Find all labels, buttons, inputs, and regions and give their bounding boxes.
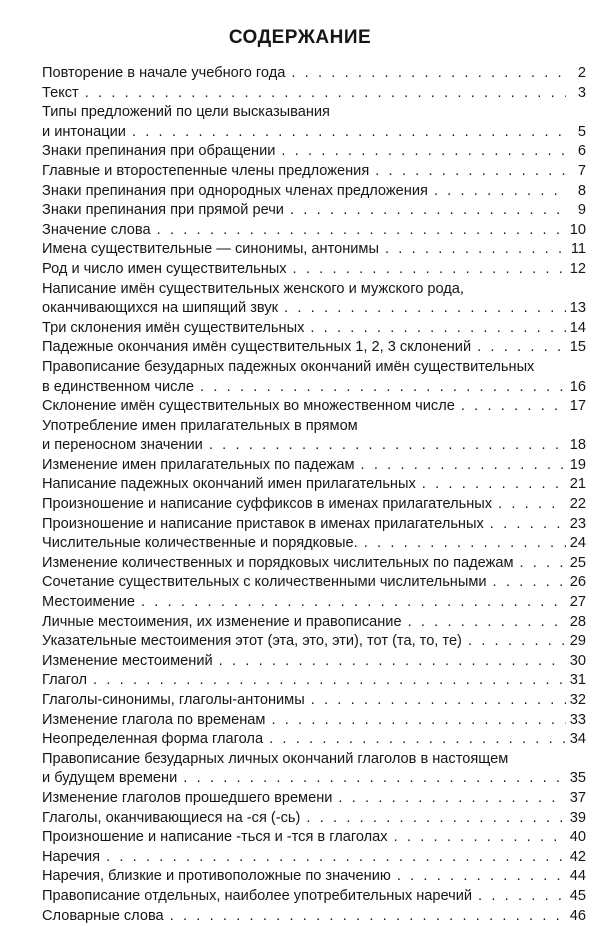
toc-entry[interactable] — [42, 103, 586, 142]
toc-entry-line — [42, 182, 586, 202]
dot-leader — [355, 456, 566, 476]
dot-leader — [135, 593, 566, 613]
page-number: 29 — [569, 633, 586, 650]
toc-entry[interactable] — [42, 260, 586, 280]
dot-leader — [194, 378, 566, 398]
toc-entry[interactable] — [42, 848, 586, 868]
toc-entry[interactable] — [42, 711, 586, 731]
toc-entry-line — [42, 515, 586, 535]
toc-entry[interactable] — [42, 809, 586, 829]
page-number: 19 — [569, 456, 586, 473]
dot-leader — [471, 338, 566, 358]
toc-entry-text: оканчивающихся на шипящий звук — [42, 300, 279, 317]
toc-entry-text: Знаки препинания при обращении — [42, 143, 276, 160]
toc-entry-line — [42, 260, 586, 280]
toc-entry[interactable] — [42, 201, 586, 221]
toc-entry-line — [42, 456, 586, 476]
page-number: 21 — [569, 476, 586, 493]
dot-leader — [278, 299, 566, 319]
toc-entry[interactable] — [42, 280, 586, 319]
toc-entry-text: Текст — [42, 84, 79, 101]
toc-entry-line — [42, 201, 586, 221]
toc-entry[interactable] — [42, 358, 586, 397]
dot-leader — [151, 221, 566, 241]
page-number: 27 — [569, 594, 586, 611]
toc-entry-text: Знаки препинания при прямой речи — [42, 202, 284, 219]
dot-leader — [284, 201, 566, 221]
page-number: 23 — [569, 515, 586, 532]
page-number: 5 — [577, 123, 586, 140]
toc-entry-line — [42, 495, 586, 515]
toc-entry-text: Правописание безударных личных окончаний глаголов в настоящем — [42, 750, 509, 767]
dot-leader — [455, 397, 566, 417]
toc-entry-text: и будущем времени — [42, 770, 178, 787]
toc-entry-text: Неопределенная форма глагола — [42, 731, 264, 748]
dot-leader — [513, 554, 566, 574]
dot-leader — [416, 475, 566, 495]
page-number: 37 — [569, 789, 586, 806]
toc-entry-text: Склонение имён существительных во множественном числе — [42, 398, 455, 415]
dot-leader — [100, 848, 566, 868]
page-number: 42 — [569, 848, 586, 865]
toc-entry-text: Числительные количественные и порядковые. — [42, 535, 358, 552]
toc-entry-text: Произношение и написание приставок в именах прилагательных — [42, 515, 484, 532]
toc-entry[interactable] — [42, 64, 586, 84]
toc-entry-line — [42, 593, 586, 613]
toc-entry[interactable] — [42, 632, 586, 652]
dot-leader — [164, 907, 566, 926]
dot-leader — [177, 769, 566, 789]
toc-entry-line — [42, 907, 586, 926]
dot-leader — [402, 613, 566, 633]
dot-leader — [487, 573, 566, 593]
toc-entry-line — [42, 711, 586, 731]
page-number: 30 — [569, 652, 586, 669]
toc-entry-text: Глаголы, оканчивающиеся на -ся (-сь) — [42, 809, 301, 826]
toc-entry[interactable] — [42, 319, 586, 339]
page-number: 44 — [569, 868, 586, 885]
dot-leader — [203, 436, 566, 456]
toc-entry-text: Изменение глаголов прошедшего времени — [42, 789, 333, 806]
toc-entry[interactable] — [42, 515, 586, 535]
toc-entry-line — [42, 84, 586, 104]
toc-list — [42, 64, 586, 926]
toc-entry-text: Типы предложений по цели высказывания — [42, 104, 330, 121]
page-number: 35 — [569, 770, 586, 787]
toc-entry-line — [42, 554, 586, 574]
page-number: 2 — [577, 65, 586, 81]
toc-entry-line — [42, 789, 586, 809]
toc-entry-text: Главные и второстепенные члены предложения — [42, 162, 370, 179]
toc-entry[interactable] — [42, 475, 586, 495]
toc-entry-line — [42, 534, 586, 554]
dot-leader — [369, 162, 566, 182]
page-number: 31 — [569, 672, 586, 689]
toc-entry[interactable] — [42, 495, 586, 515]
toc-entry-line — [42, 867, 586, 887]
toc-entry-text: Глагол — [42, 672, 88, 689]
toc-entry[interactable] — [42, 534, 586, 554]
toc-entry[interactable] — [42, 573, 586, 593]
page-number: 39 — [569, 809, 586, 826]
page-number: 40 — [569, 829, 586, 846]
toc-entry[interactable] — [42, 417, 586, 456]
toc-entry-text: Произношение и написание суффиксов в именах прилагательных — [42, 496, 493, 513]
dot-leader — [484, 515, 566, 535]
page-number: 18 — [569, 437, 586, 454]
toc-entry-line — [42, 573, 586, 593]
dot-leader — [79, 84, 566, 104]
toc-entry-line — [42, 769, 586, 789]
page-number: 45 — [569, 887, 586, 904]
dot-leader — [275, 142, 566, 162]
toc-entry-text: Знаки препинания при однородных членах предложения — [42, 182, 428, 199]
toc-entry-line — [42, 671, 586, 691]
toc-entry-text: и переносном значении — [42, 437, 203, 454]
toc-entry-text: Употребление имен прилагательных в прямом — [42, 417, 358, 434]
toc-entry-text: Произношение и написание -ться и -тся в глаголах — [42, 829, 388, 846]
page-number: 46 — [569, 907, 586, 924]
dot-leader — [391, 867, 566, 887]
toc-entry-text: Значение слова — [42, 221, 151, 238]
dot-leader — [263, 730, 566, 750]
toc-entry-line — [42, 319, 586, 339]
toc-entry[interactable] — [42, 887, 586, 907]
toc-entry-line — [42, 378, 586, 398]
page-number: 9 — [577, 202, 586, 219]
toc-entry-line — [42, 123, 586, 143]
toc-entry-text: в единственном числе — [42, 378, 195, 395]
dot-leader — [358, 534, 566, 554]
dot-leader — [332, 789, 566, 809]
toc-entry-text: Наречия — [42, 848, 101, 865]
toc-title: СОДЕРЖАНИЕ — [228, 27, 372, 48]
page-number: 25 — [569, 554, 586, 571]
toc-entry[interactable] — [42, 162, 586, 182]
dot-leader — [265, 711, 566, 731]
toc-entry-line — [42, 436, 586, 456]
page-number: 15 — [569, 339, 586, 356]
toc-entry-line — [42, 221, 586, 241]
toc-entry-text: Написание имён существительных женского и мужского рода, — [42, 280, 464, 297]
toc-entry-text: Изменение местоимений — [42, 652, 213, 669]
toc-entry-text: Три склонения имён существительных — [42, 319, 305, 336]
page-number: 12 — [569, 260, 586, 277]
dot-leader — [379, 240, 566, 260]
toc-entry-line — [42, 299, 586, 319]
dot-leader — [285, 64, 566, 84]
page-number: 10 — [569, 221, 586, 238]
toc-entry[interactable] — [42, 828, 586, 848]
toc-entry[interactable] — [42, 182, 586, 202]
page-number: 33 — [569, 711, 586, 728]
dot-leader — [304, 319, 566, 339]
dot-leader — [213, 652, 566, 672]
dot-leader — [492, 495, 566, 515]
toc-entry-text: Падежные окончания имён существительных 1, 2, 3 склонений — [42, 339, 472, 356]
toc-entry-line — [42, 848, 586, 868]
dot-leader — [472, 887, 566, 907]
page-number: 28 — [569, 613, 586, 630]
dot-leader — [126, 123, 566, 143]
toc-entry[interactable] — [42, 613, 586, 633]
toc-entry-text: Правописание отдельных, наиболее употребительных наречий — [42, 887, 473, 904]
toc-entry-text: Написание падежных окончаний имен прилагательных — [42, 476, 416, 493]
toc-entry-text: Словарные слова — [42, 907, 164, 924]
page-number: 17 — [569, 398, 586, 415]
toc-entry[interactable] — [42, 750, 586, 789]
toc-entry[interactable] — [42, 84, 586, 104]
toc-entry-text: Правописание безударных падежных окончаний имён существительных — [42, 358, 535, 375]
toc-entry-line — [42, 142, 586, 162]
toc-entry[interactable] — [42, 397, 586, 417]
toc-entry-text: Местоимение — [42, 594, 135, 611]
toc-entry-text: Личные местоимения, их изменение и правописание — [42, 613, 402, 630]
toc-entry-line — [42, 887, 586, 907]
toc-entry[interactable] — [42, 456, 586, 476]
toc-entry-text: Изменение количественных и порядковых числительных по падежам — [42, 554, 514, 571]
toc-entry[interactable] — [42, 907, 586, 926]
toc-entry[interactable] — [42, 338, 586, 358]
page-number: 7 — [577, 162, 586, 179]
dot-leader — [388, 828, 566, 848]
toc-entry[interactable] — [42, 691, 586, 711]
toc-entry-line — [42, 475, 586, 495]
toc-entry[interactable] — [42, 652, 586, 672]
toc-entry-line — [42, 162, 586, 182]
toc-entry[interactable] — [42, 671, 586, 691]
toc-entry-text: Изменение имен прилагательных по падежам — [42, 456, 355, 473]
toc-entry[interactable] — [42, 789, 586, 809]
toc-entry-text: Имена существительные — синонимы, антонимы — [42, 241, 379, 258]
toc-entry-line — [42, 338, 586, 358]
dot-leader — [428, 182, 566, 202]
toc-entry-line — [42, 809, 586, 829]
page-number: 6 — [577, 143, 586, 160]
toc-entry-line — [42, 652, 586, 672]
toc-entry-line — [42, 632, 586, 652]
toc-entry[interactable] — [42, 221, 586, 241]
toc-entry-line — [42, 240, 586, 260]
dot-leader — [87, 671, 566, 691]
page-number: 24 — [569, 535, 586, 552]
page-number: 8 — [577, 182, 586, 199]
page-number: 13 — [569, 300, 586, 317]
page-number: 32 — [569, 692, 586, 708]
toc-entry-text: и интонации — [42, 123, 126, 140]
toc-entry-text: Указательные местоимения этот (эта, это, эти), тот (та, то, те) — [42, 633, 462, 650]
toc-entry-line — [42, 691, 586, 711]
toc-entry[interactable] — [42, 142, 586, 162]
page-number: 22 — [569, 496, 586, 513]
dot-leader — [287, 260, 566, 280]
toc-entry-text: Глаголы-синонимы, глаголы-антонимы — [42, 692, 305, 708]
page-number: 3 — [577, 84, 586, 101]
toc-entry-line — [42, 613, 586, 633]
page-number: 26 — [569, 574, 586, 591]
dot-leader — [300, 809, 566, 829]
toc-entry-text: Повторение в начале учебного года — [42, 65, 286, 81]
toc-entry[interactable] — [42, 593, 586, 613]
page-number: 16 — [569, 378, 586, 395]
dot-leader — [305, 691, 566, 711]
toc-entry[interactable] — [42, 867, 586, 887]
toc-entry-line — [42, 828, 586, 848]
page-number: 11 — [570, 241, 586, 258]
toc-entry[interactable] — [42, 554, 586, 574]
toc-entry-line — [42, 397, 586, 417]
toc-entry-line — [42, 64, 586, 84]
toc-entry-line — [42, 730, 586, 750]
dot-leader — [462, 632, 566, 652]
page-number: 34 — [569, 731, 586, 748]
toc-entry-text: Род и число имен существительных — [42, 260, 287, 277]
toc-entry-text: Изменение глагола по временам — [42, 711, 266, 728]
toc-entry-text: Наречия, близкие и противоположные по значению — [42, 868, 391, 885]
toc-entry-text: Сочетание существительных с количественными числительными — [42, 574, 487, 591]
page-number: 14 — [569, 319, 586, 336]
toc-entry[interactable] — [42, 730, 586, 750]
toc-entry[interactable] — [42, 240, 586, 260]
